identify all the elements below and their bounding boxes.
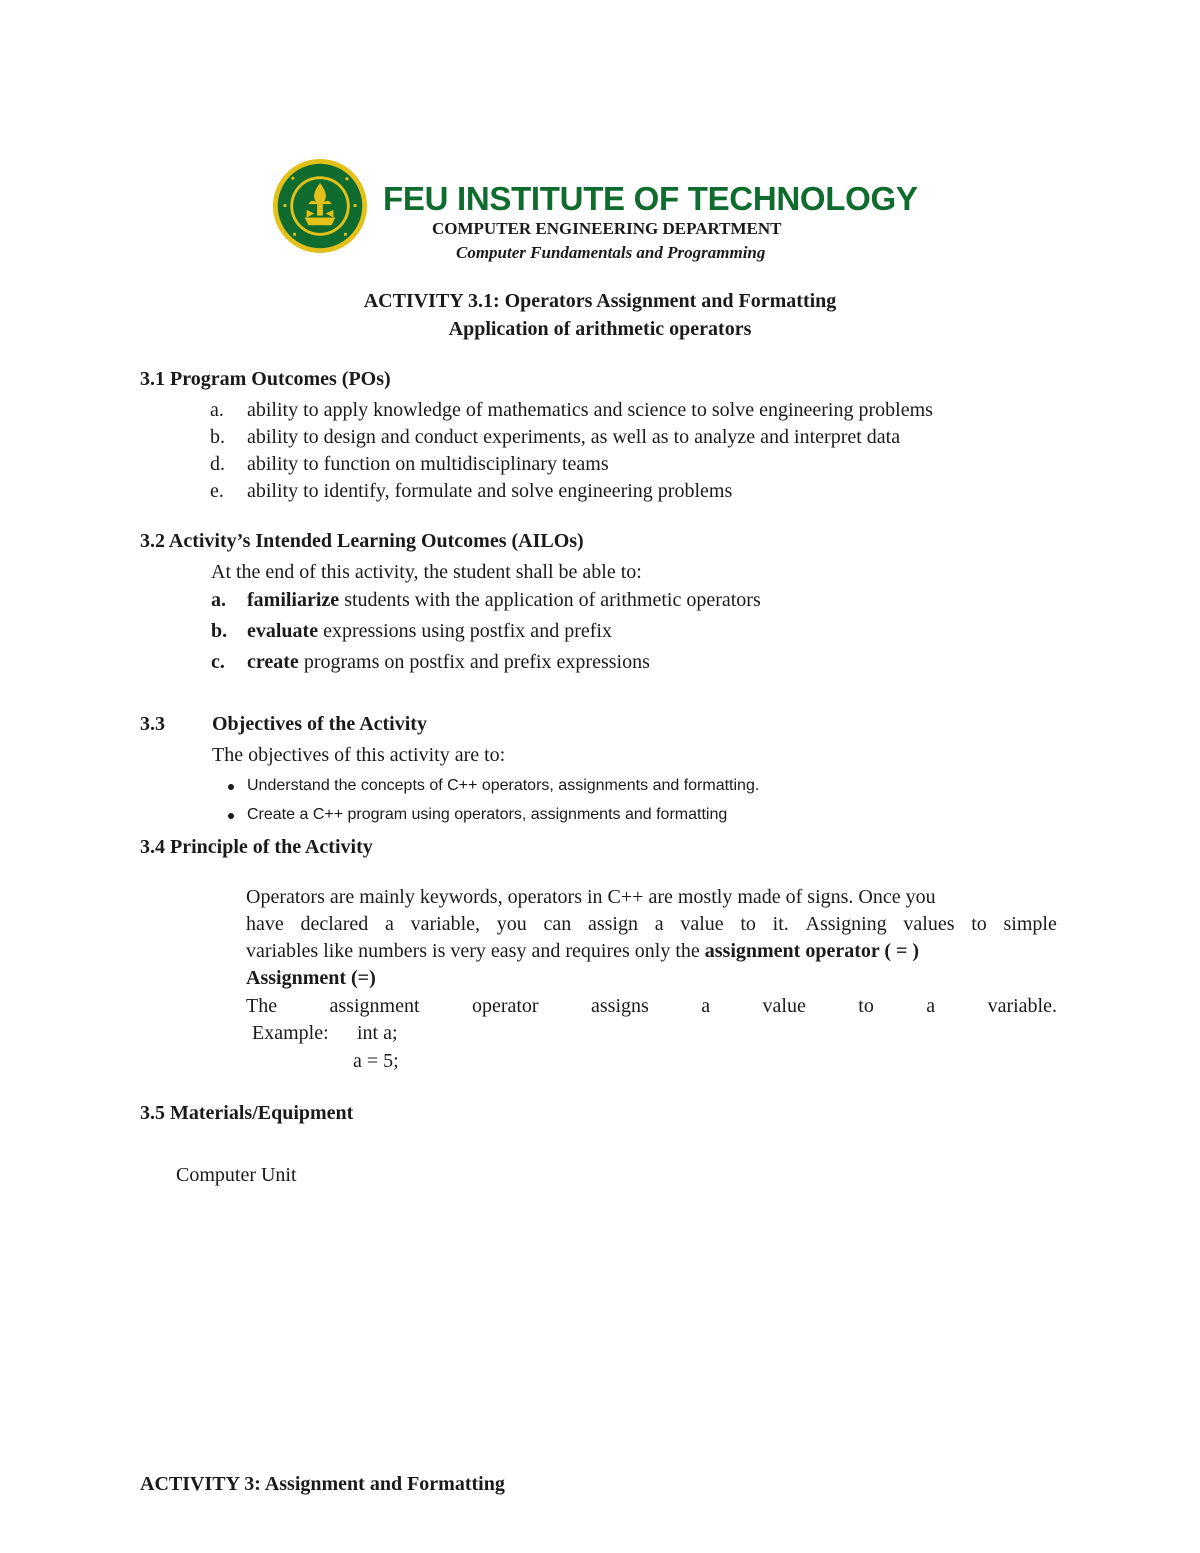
activity-title: ACTIVITY 3.1: Operators Assignment and Formatting — [363, 290, 837, 312]
list-item: ability to identify, formulate and solve engineering problems — [247, 480, 733, 502]
section-heading-objectives: Objectives of the Activity — [212, 713, 427, 735]
paragraph-text: variables like numbers is very easy and requires only the — [246, 940, 705, 962]
institution-name: FEU INSTITUTE OF TECHNOLOGY — [383, 180, 918, 217]
section-heading-principle: 3.4 Principle of the Activity — [140, 836, 373, 858]
paragraph-word: assigns — [591, 995, 649, 1017]
list-item — [247, 589, 761, 612]
paragraph-word: a — [701, 995, 711, 1017]
paragraph-word: Assigning — [805, 913, 887, 935]
course-name: Computer Fundamentals and Programming — [456, 243, 766, 262]
subheading-assignment: Assignment (=) — [246, 967, 376, 989]
paragraph-word: it. — [772, 913, 789, 935]
example-label: Example: — [252, 1022, 329, 1044]
section-heading-materials: 3.5 Materials/Equipment — [140, 1102, 354, 1124]
paragraph-word: to — [971, 913, 987, 935]
footer-title: ACTIVITY 3: Assignment and Formatting — [140, 1473, 505, 1495]
paragraph-word: value — [762, 995, 806, 1017]
list-marker: e. — [210, 480, 224, 502]
list-item-text: students with the application of arithmetic operators — [339, 589, 761, 611]
paragraph-word: values — [903, 913, 955, 935]
section-heading-program-outcomes: 3.1 Program Outcomes (POs) — [140, 368, 391, 390]
paragraph-word: assign — [587, 913, 638, 935]
bullet-item: Understand the concepts of C++ operators, assignments and formatting. — [247, 777, 760, 794]
list-item-keyword: evaluate — [247, 620, 319, 642]
list-marker: b. — [211, 620, 228, 642]
section-heading-learning-outcomes: 3.2 Activity’s Intended Learning Outcomes (AILOs) — [140, 530, 584, 552]
materials-item: Computer Unit — [176, 1164, 297, 1186]
list-item-text: expressions using postfix and prefix — [318, 620, 612, 642]
feu-seal-logo — [272, 158, 368, 254]
paragraph-word: can — [543, 913, 572, 935]
paragraph-line-justified — [246, 995, 1057, 1018]
activity-subtitle: Application of arithmetic operators — [448, 318, 752, 340]
paragraph-word: declared — [300, 913, 369, 935]
paragraph-word: a — [654, 913, 664, 935]
list-marker: c. — [211, 651, 225, 673]
paragraph-word: to — [858, 995, 874, 1017]
list-marker: b. — [210, 426, 225, 448]
paragraph-line-justified — [246, 913, 1057, 936]
list-item-keyword: familiarize — [247, 589, 340, 611]
paragraph-word: value — [680, 913, 724, 935]
paragraph-word: a — [384, 913, 394, 935]
list-item: ability to function on multidisciplinary teams — [247, 453, 609, 475]
paragraph-word: assignment — [329, 995, 420, 1017]
list-item — [247, 651, 650, 674]
paragraph-word: a — [926, 995, 936, 1017]
paragraph-word: to — [740, 913, 756, 935]
paragraph-word: operator — [471, 995, 539, 1017]
section-intro: The objectives of this activity are to: — [212, 744, 506, 766]
paragraph-line — [246, 940, 919, 963]
section-number: 3.3 — [140, 713, 165, 735]
list-marker: a. — [210, 399, 224, 421]
bullet-icon — [228, 784, 234, 790]
list-marker: a. — [211, 589, 226, 611]
paragraph-word: you — [496, 913, 527, 935]
list-marker: d. — [210, 453, 225, 475]
example-code: a = 5; — [353, 1050, 399, 1072]
list-item-text: programs on postfix and prefix expressions — [298, 651, 650, 673]
paragraph-word: variable. — [987, 995, 1057, 1017]
paragraph-line: Operators are mainly keywords, operators in C++ are mostly made of signs. Once you — [246, 886, 936, 908]
paragraph-word: have — [246, 913, 284, 935]
list-item: ability to design and conduct experiments, as well as to analyze and interpret data — [247, 426, 901, 448]
paragraph-word: variable, — [410, 913, 480, 935]
list-item — [247, 620, 612, 643]
list-item-keyword: create — [247, 651, 299, 673]
section-intro: At the end of this activity, the student shall be able to: — [211, 561, 642, 583]
bullet-icon — [228, 813, 234, 819]
list-item: ability to apply knowledge of mathematics and science to solve engineering problems — [247, 399, 933, 421]
example-code: int a; — [357, 1022, 398, 1044]
paragraph-word: simple — [1003, 913, 1057, 935]
paragraph-word: The — [246, 995, 278, 1017]
bullet-item: Create a C++ program using operators, assignments and formatting — [247, 806, 728, 823]
department-name: COMPUTER ENGINEERING DEPARTMENT — [432, 219, 782, 238]
paragraph-emphasis: assignment operator ( = ) — [704, 940, 920, 962]
